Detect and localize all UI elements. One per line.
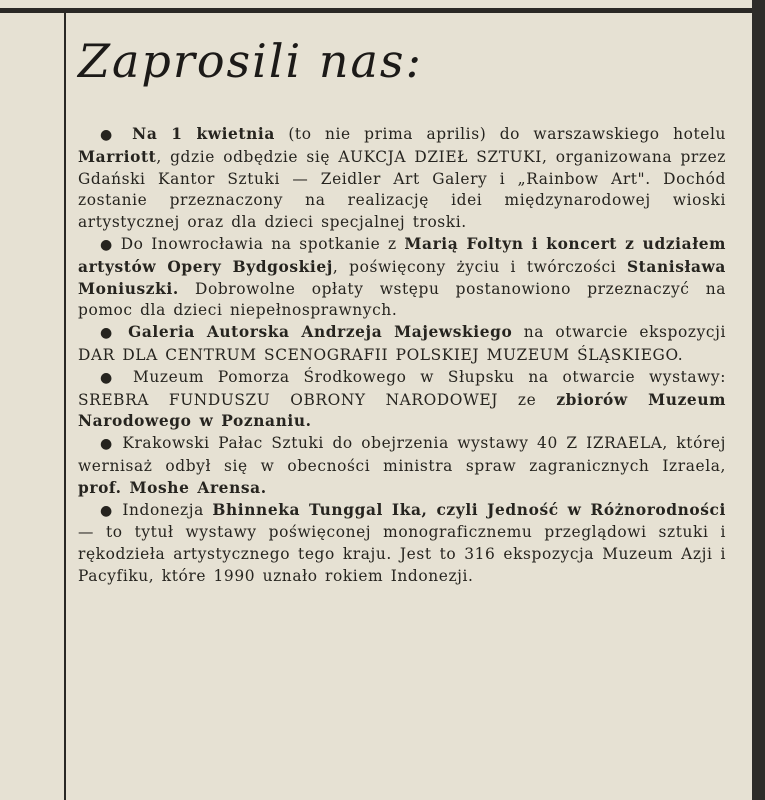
bullet-icon: ●	[100, 325, 117, 342]
bullet-icon: ●	[100, 436, 114, 453]
paragraph-text: Indonezja Bhinneka Tunggal Ika, czyli Jedność w Różnorodności — to tytuł wystawy poświęconej monograficznemu przeglądowi sztuki i rękodzieła artystycznego tego kraju. Jest to 316 ekspozycja Muzeum Azji i Pacyfiku, które 1990 uznało rokiem Indonezji.	[78, 500, 726, 585]
article-body	[78, 124, 726, 588]
article-paragraph	[78, 322, 726, 367]
article-paragraph	[78, 234, 726, 322]
bullet-icon: ●	[100, 127, 119, 143]
paragraph-text: Muzeum Pomorza Środkowego w Słupsku na otwarcie wystawy: SREBRA FUNDUSZU OBRONY NARODOWEJ ze zbiorów Muzeum Narodowego w Poznaniu.	[78, 367, 726, 431]
article-paragraph	[78, 433, 726, 499]
article-paragraph	[78, 124, 726, 234]
paragraph-text: Na 1 kwietnia (to nie prima aprilis) do warszawskiego hotelu Marriott, gdzie odbędzie się AUKCJA DZIEŁ SZTUKI, organizowana przez Gdański Kantor Sztuki — Zeidler Art Galery i „Rainbow Art". Dochód zostanie przeznaczony na realizację idei międzynarodowej wioski artystycznej oraz dla dzieci specjalnej troski.	[78, 125, 726, 232]
bullet-icon: ●	[100, 502, 114, 519]
article-paragraph	[78, 367, 726, 433]
bullet-icon: ●	[100, 236, 114, 253]
bullet-icon: ●	[100, 369, 120, 386]
article-paragraph	[78, 500, 726, 588]
paragraph-text: Galeria Autorska Andrzeja Majewskiego na otwarcie ekspozycji DAR DLA CENTRUM SCENOGRAFII POLSKIEJ MUZEUM ŚLĄSKIEGO.	[78, 323, 726, 364]
top-rule	[0, 8, 752, 13]
page-edge-shadow	[752, 0, 765, 800]
section-heading: Zaprosili nas:	[78, 34, 424, 88]
left-column-rule	[64, 8, 66, 800]
paragraph-text: Do Inowrocławia na spotkanie z Marią Foltyn i koncert z udziałem artystów Opery Bydgoskiej, poświęcony życiu i twórczości Stanisława Moniuszki. Dobrowolne opłaty wstępu postanowiono przeznaczyć na pomoc dla dzieci niepełnosprawnych.	[78, 234, 726, 320]
paragraph-text: Krakowski Pałac Sztuki do obejrzenia wystawy 40 Z IZRAELA, której wernisaż odbył się w obecności ministra spraw zagranicznych Izraela, prof. Moshe Arensa.	[78, 434, 726, 497]
